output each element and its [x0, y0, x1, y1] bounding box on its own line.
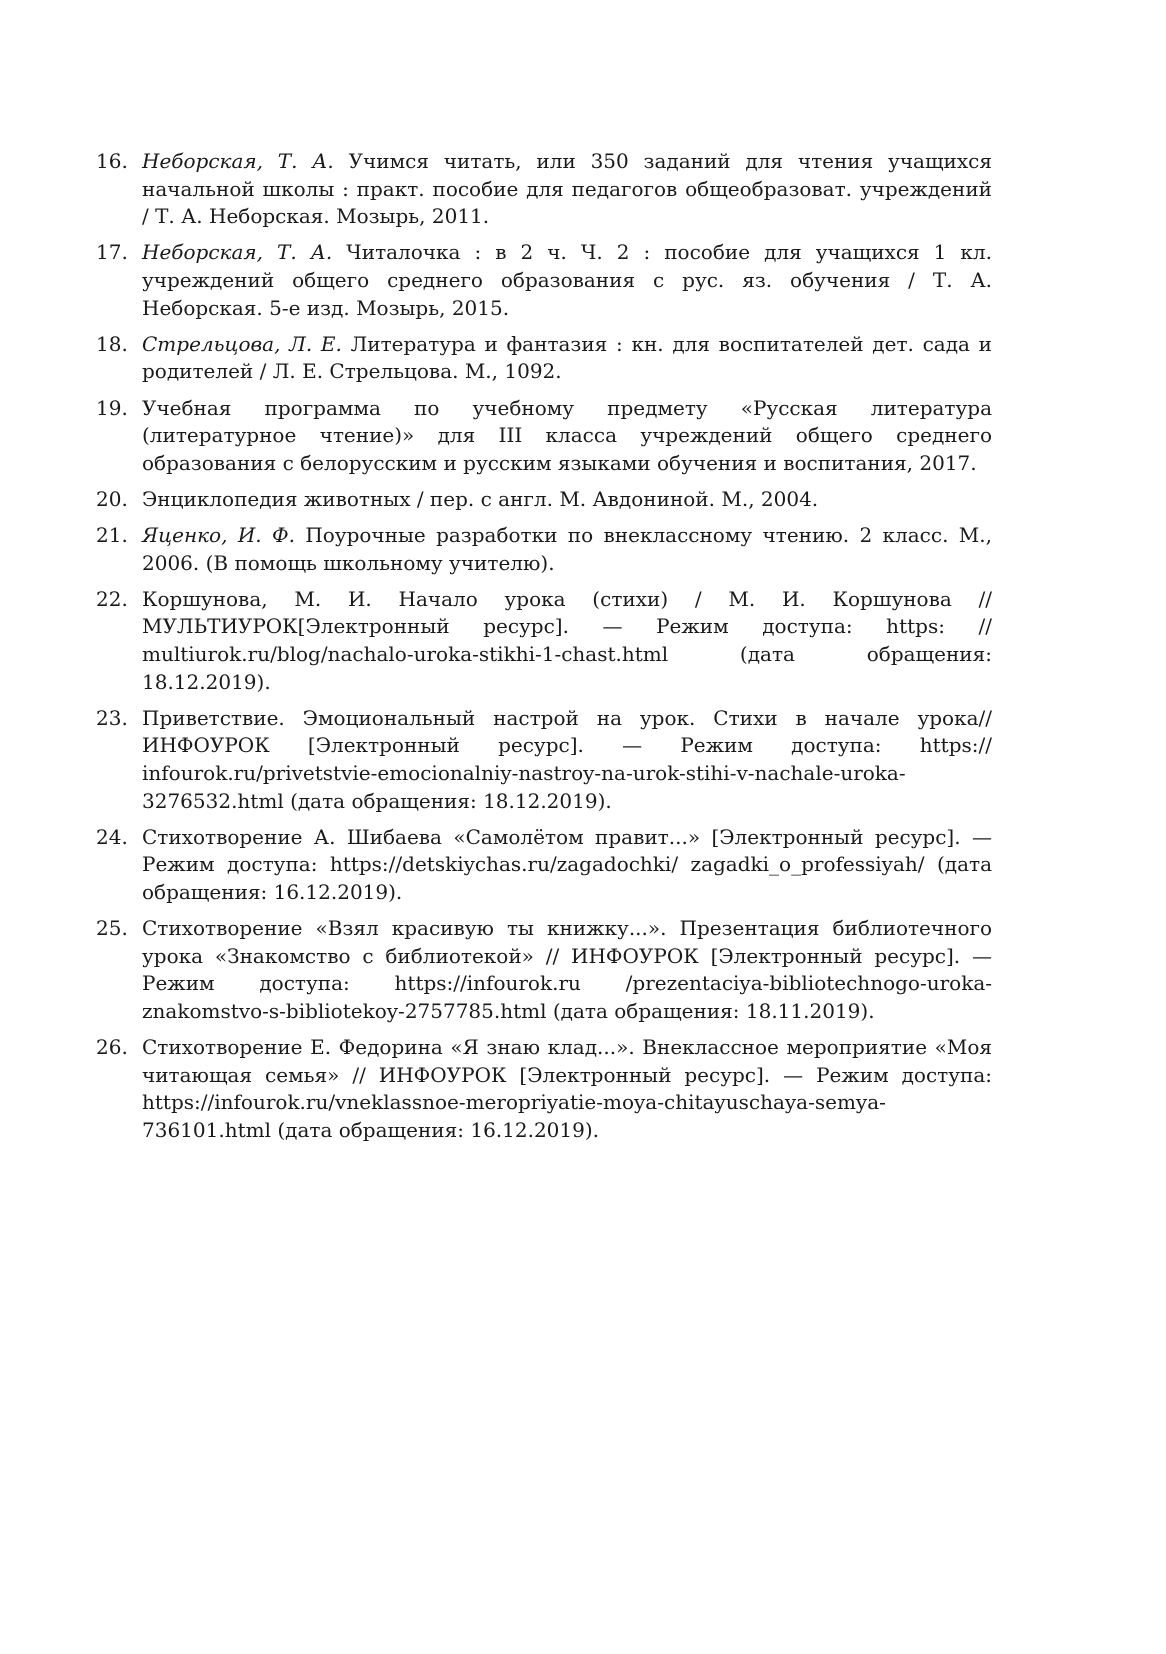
reference-number: 26.	[96, 1035, 128, 1060]
reference-author: Неборская, Т. А.	[142, 240, 333, 265]
reference-item	[96, 148, 992, 231]
reference-item	[96, 915, 992, 1025]
reference-text: Приветствие. Эмоциональный настрой на урок. Стихи в начале урока// ИНФОУРОК [Электронный ресурс]. — Режим доступа: https:// infourok.ru/privetstvie-emocionalniy-nastroy-na-urok-stihi-v-nachale-uroka-3276532.html (дата обращения: 18.12.2019).	[142, 705, 992, 813]
reference-text: Стихотворение Е. Федорина «Я знаю клад...». Внеклассное мероприятие «Моя читающая семья» // ИНФОУРОК [Электронный ресурс]. — Режим доступа: https://infourok.ru/vneklassnoe-meropriyatie-moya-chitayuschaya-semya-736101.html (дата обращения: 16.12.2019).	[142, 1035, 992, 1142]
reference-text: Учимся читать, или 350 заданий для чтения учащихся начальной школы : практ. пособие для педагогов общеобразоват. учреждений / Т. А. Неборская. Мозырь, 2011.	[142, 149, 992, 229]
reference-number: 21.	[96, 523, 128, 548]
reference-number: 20.	[96, 486, 128, 511]
reference-number: 19.	[96, 395, 128, 420]
reference-text: Поурочные разработки по внеклассному чтению. 2 класс. М., 2006. (В помощь школьному учителю).	[142, 523, 992, 575]
reference-body	[142, 487, 818, 511]
reference-text: Коршунова, М. И. Начало урока (стихи) / М. И. Коршунова // МУЛЬТИУРОК[Электронный ресурс]. — Режим доступа: https: // multiurok.ru/blog/nachalo-uroka-stikhi-1-chast.html (дата обращения: 18.12.2019).	[142, 586, 992, 694]
reference-body	[142, 706, 992, 813]
reference-list	[96, 148, 992, 1153]
reference-author: Яценко, И. Ф.	[142, 523, 295, 548]
reference-text: Энциклопедия животных / пер. с англ. М. Авдониной. М., 2004.	[142, 486, 819, 511]
reference-item	[96, 705, 992, 815]
reference-body	[142, 240, 992, 319]
reference-body	[142, 396, 992, 475]
reference-item	[96, 331, 992, 386]
reference-item	[96, 522, 992, 577]
reference-number: 23.	[96, 705, 128, 730]
reference-text: Стихотворение «Взял красивую ты книжку...». Презентация библиотечного урока «Знакомство с библиотекой» // ИНФОУРОК [Электронный ресурс]. — Режим доступа: https://infourok.ru /prezentaciya-bibliotechnogo-uroka-znakomstvo-s-bibliotekoy-2757785.html (дата обращения: 18.11.2019).	[142, 916, 992, 1023]
reference-number: 22.	[96, 586, 128, 611]
reference-number: 16.	[96, 149, 128, 173]
reference-text: Учебная программа по учебному предмету «Русская литература (литературное чтение)» для III класса учреждений общего среднего образования с белорусским и русским языками обучения и воспитания, 2017.	[142, 395, 992, 475]
reference-author: Неборская, Т. А.	[142, 149, 334, 173]
reference-body	[142, 587, 992, 694]
reference-text: Читалочка : в 2 ч. Ч. 2 : пособие для учащихся 1 кл. учреждений общего среднего образования с рус. яз. обучения / Т. А. Неборская. 5-е изд. Мозырь, 2015.	[142, 240, 992, 320]
reference-number: 17.	[96, 240, 128, 265]
reference-body	[142, 825, 992, 904]
reference-body	[142, 523, 992, 575]
reference-number: 24.	[96, 824, 128, 849]
reference-item	[96, 395, 992, 478]
reference-body	[142, 149, 992, 228]
reference-author: Стрельцова, Л. Е.	[142, 331, 342, 356]
reference-text: Литература и фантазия : кн. для воспитателей дет. сада и родителей / Л. Е. Стрельцова. М., 1092.	[142, 331, 992, 384]
reference-number: 25.	[96, 916, 128, 941]
reference-item	[96, 486, 992, 514]
reference-body	[142, 1035, 992, 1142]
reference-body	[142, 332, 992, 384]
reference-number: 18.	[96, 331, 128, 356]
reference-item	[96, 586, 992, 696]
reference-item	[96, 1034, 992, 1144]
reference-text: Стихотворение А. Шибаева «Самолётом правит...» [Электронный ресурс]. — Режим доступа: https://detskiychas.ru/zagadochki/ zagadki_o_professiyah/ (дата обращения: 16.12.2019).	[142, 824, 992, 904]
reference-item	[96, 824, 992, 907]
reference-item	[96, 239, 992, 322]
reference-body	[142, 916, 992, 1023]
